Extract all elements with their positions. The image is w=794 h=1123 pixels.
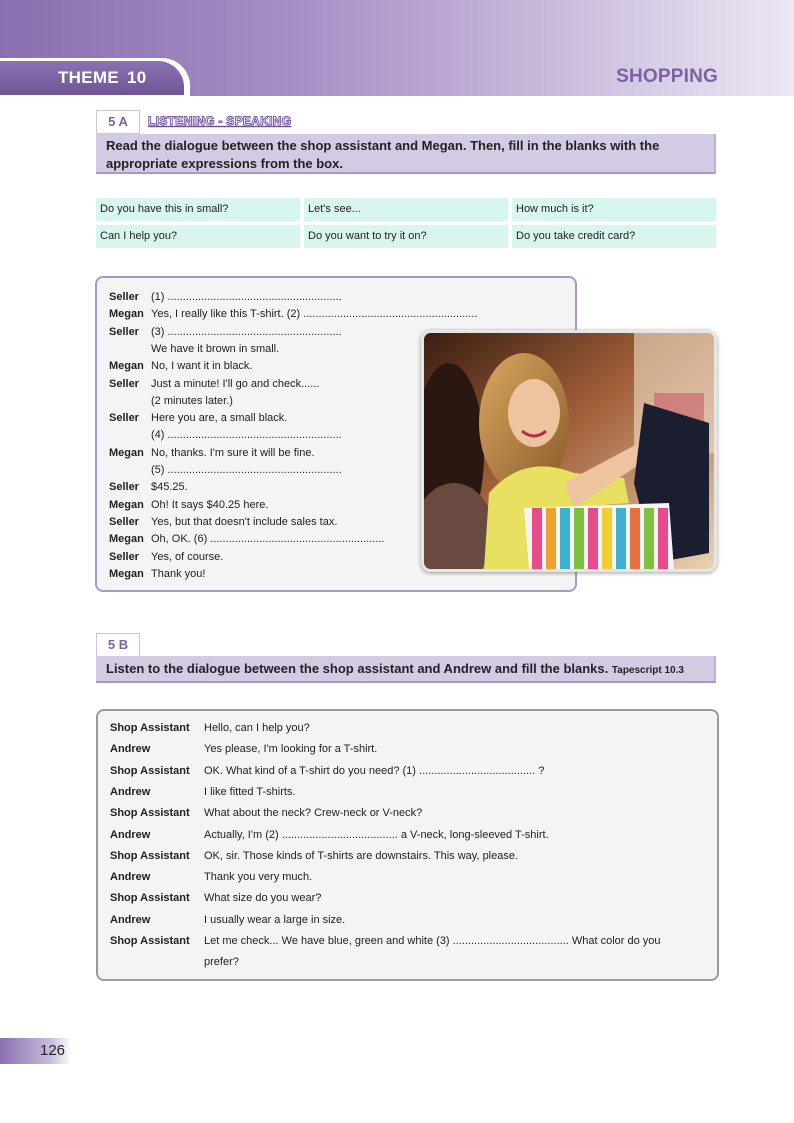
dialogue-line: [109, 515, 337, 529]
speaker-label: Shop Assistant: [110, 764, 190, 777]
dialogue-line: [110, 849, 518, 863]
dialogue-text: prefer?: [204, 956, 239, 969]
dialogue-line: [109, 532, 385, 546]
dialogue-text: Thank you!: [151, 567, 206, 580]
dialogue-line: [109, 411, 287, 425]
speaker-label: Seller: [109, 325, 139, 338]
speaker-label: Seller: [109, 550, 139, 563]
dialogue-line: [109, 550, 223, 564]
shopping-photo: [421, 330, 717, 572]
dialogue-text: What size do you wear?: [204, 892, 322, 905]
speaker-label: Seller: [109, 412, 139, 425]
speaker-label: Shop Assistant: [110, 807, 190, 820]
speaker-label: Andrew: [110, 785, 151, 798]
dialogue-text: Just a minute! I'll go and check......: [151, 377, 320, 390]
dialogue-text: No, thanks. I'm sure it will be fine.: [151, 446, 315, 459]
dialogue-line: [109, 290, 342, 304]
dialogue-text: OK, sir. Those kinds of T-shirts are downstairs. This way, please.: [204, 849, 519, 862]
dialogue-text: Oh, OK. (6) .........................................................: [151, 533, 385, 546]
dialogue-text: What about the neck? Crew-neck or V-neck?: [204, 807, 423, 820]
speaker-label: Andrew: [110, 828, 151, 841]
dialogue-line: [110, 721, 310, 735]
speaker-label: Shop Assistant: [110, 849, 190, 862]
dialogue-text: We have it brown in small.: [151, 342, 280, 355]
dialogue-line: [110, 891, 321, 905]
dialogue-line: [109, 498, 268, 512]
dialogue-text: Yes, but that doesn't include sales tax.: [151, 515, 338, 528]
dialogue-text: OK. What kind of a T-shirt do you need? (1) ...................................... ?: [204, 764, 545, 777]
expression-item: How much is it?: [512, 198, 716, 221]
dialogue-line: [109, 342, 279, 356]
theme-label: THEME: [58, 68, 119, 87]
dialogue-line: [110, 913, 345, 927]
dialogue-line: [109, 325, 342, 339]
dialogue-line: [109, 394, 233, 408]
dialogue-text: (4) .........................................................: [151, 429, 342, 442]
instruction-5b: [96, 656, 716, 683]
expression-item: Do you have this in small?: [96, 198, 300, 221]
dialogue-text: Hello, can I help you?: [204, 722, 310, 734]
speaker-label: Andrew: [110, 743, 151, 756]
dialogue-text: Let me check... We have blue, green and white (3) ...................................... What color do you: [204, 935, 661, 947]
dialogue-text: I usually wear a large in size.: [204, 913, 346, 926]
dialogue-text: $45.25.: [151, 481, 188, 494]
expression-item: Let's see...: [304, 198, 508, 221]
shopping-woman-image: [424, 333, 714, 569]
speaker-label: Seller: [109, 515, 139, 528]
speaker-label: Andrew: [110, 913, 151, 926]
dialogue-text: Actually, I'm (2) ...................................... a V-neck, long-sleeved T-shirt.: [204, 828, 549, 841]
instruction-5b-text: Listen to the dialogue between the shop assistant and Andrew and fill the blanks.: [106, 661, 609, 676]
speaker-label: Shop Assistant: [110, 722, 190, 734]
speaker-label: Megan: [109, 308, 144, 321]
speaker-label: Seller: [109, 377, 139, 390]
speaker-label: Seller: [109, 291, 139, 303]
theme-tab: [0, 61, 184, 95]
speaker-label: Megan: [109, 498, 144, 511]
dialogue-text: No, I want it in black.: [151, 360, 253, 373]
dialogue-text: (1) .........................................................: [151, 291, 342, 303]
dialogue-text: (2 minutes later.): [151, 394, 233, 407]
section-title: SHOPPING: [616, 66, 718, 87]
dialogue-line: [110, 934, 661, 948]
dialogue-text: I like fitted T-shirts.: [204, 785, 296, 798]
speaker-label: Megan: [109, 567, 144, 580]
instruction-5a: Read the dialogue between the shop assistant and Megan. Then, fill in the blanks with the appropriate expressions from the box.: [96, 134, 716, 174]
expression-item: Do you take credit card?: [512, 225, 716, 248]
dialogue-text: Here you are, a small black.: [151, 412, 288, 425]
speaker-label: Andrew: [110, 871, 151, 884]
dialogue-line: [109, 567, 205, 581]
speaker-label: Megan: [109, 533, 144, 546]
expression-item: Do you want to try it on?: [304, 225, 508, 248]
skill-label: LISTENING - SPEAKING: [148, 114, 292, 128]
speaker-label: Shop Assistant: [110, 935, 190, 947]
speaker-label: Megan: [109, 360, 144, 373]
dialogue-line: [110, 870, 312, 884]
theme-number: 10: [127, 68, 147, 87]
dialogue-line: [109, 307, 477, 321]
dialogue-line: [110, 806, 422, 820]
expression-item: Can I help you?: [96, 225, 300, 248]
dialogue-text: Yes, of course.: [151, 550, 224, 563]
tapescript-label: Tapescript 10.3: [611, 665, 684, 676]
dialogue-text: Yes please, I'm looking for a T-shirt.: [204, 743, 378, 756]
dialogue-text: Yes, I really like this T-shirt. (2) .........................................................: [151, 308, 478, 321]
page-number: 126: [40, 1042, 66, 1059]
speaker-label: Megan: [109, 446, 144, 459]
dialogue-line: [109, 463, 342, 477]
dialogue-line: [109, 446, 315, 460]
dialogue-line: [110, 742, 377, 756]
dialogue-text: Thank you very much.: [204, 871, 313, 884]
dialogue-line: [110, 828, 549, 842]
dialogue-line: [109, 359, 253, 373]
speaker-label: Shop Assistant: [110, 892, 190, 905]
dialogue-line: [109, 480, 188, 494]
dialogue-line: [110, 764, 544, 778]
dialogue-line: [109, 377, 319, 391]
dialogue-line: [109, 428, 342, 442]
speaker-label: Seller: [109, 481, 139, 494]
dialogue-line: [110, 785, 296, 799]
dialogue-line: [110, 955, 239, 969]
section-tag-5b: 5 B: [96, 633, 140, 657]
dialogue-text: Oh! It says $40.25 here.: [151, 498, 269, 511]
dialogue-text: (5) .........................................................: [151, 464, 342, 476]
expressions-box: [96, 198, 716, 248]
section-tag-5a: 5 A: [96, 110, 140, 134]
dialogue-text: (3) .........................................................: [151, 325, 342, 338]
